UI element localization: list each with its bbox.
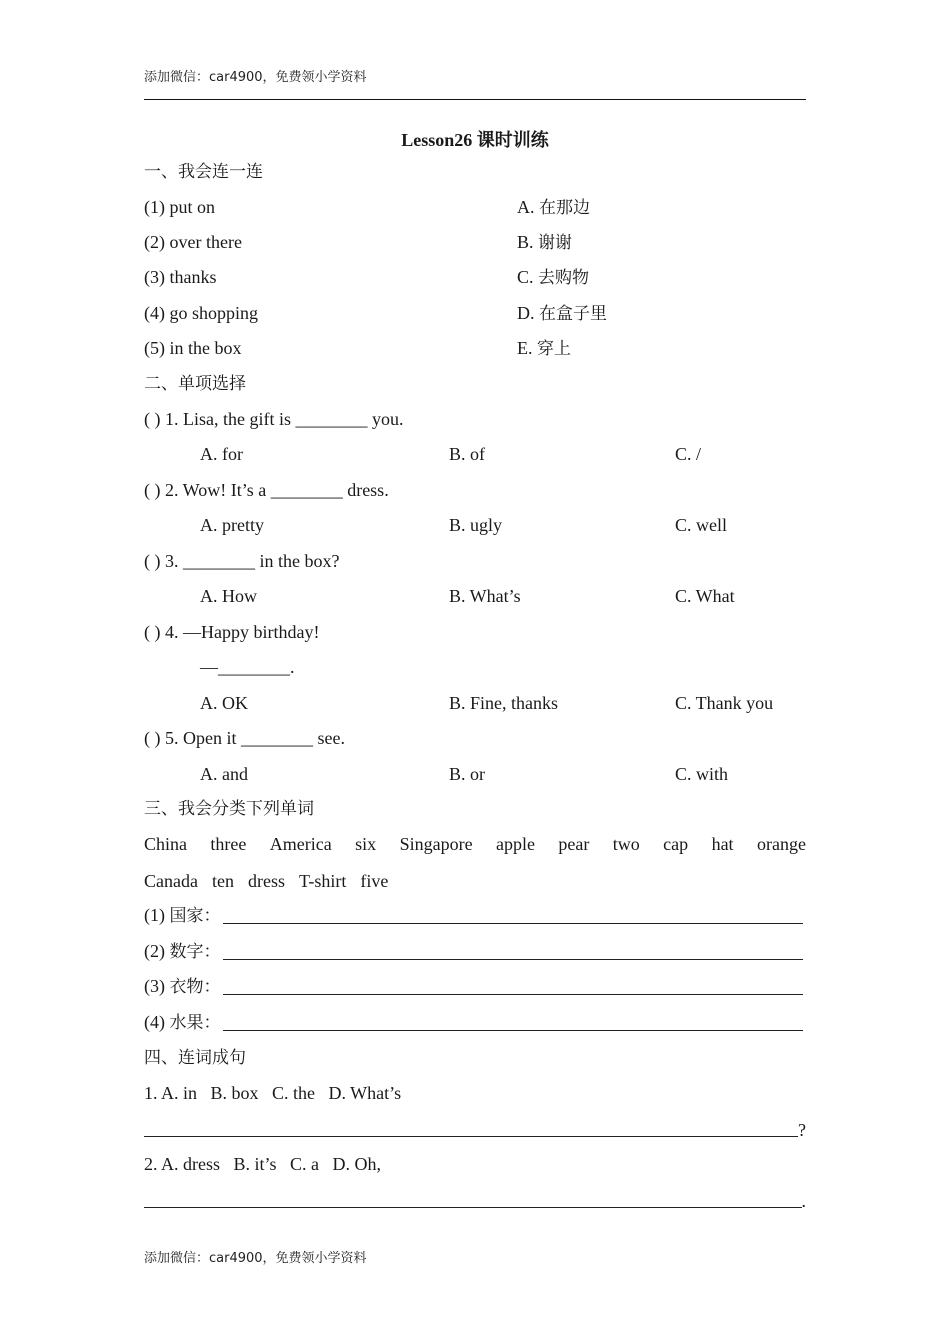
match-left-1: (1) put on xyxy=(144,197,215,217)
answer-blank[interactable] xyxy=(144,1207,802,1208)
question-1-option-c: C. / xyxy=(675,444,702,464)
sentence-2-words: 2. A. dress B. it’s C. a D. Oh, xyxy=(144,1154,382,1174)
word: cap xyxy=(663,834,689,854)
word: three xyxy=(210,834,247,854)
category-label: (2) 数字： xyxy=(144,941,221,962)
match-left-3: (3) thanks xyxy=(144,267,217,287)
question-3-option-a: A. How xyxy=(200,586,257,606)
page-header: 添加微信：car4900，免费领小学资料 xyxy=(144,70,367,85)
word: T-shirt xyxy=(298,871,347,891)
question-4-stem: ( ) 4. —Happy birthday! xyxy=(144,622,320,642)
question-3-option-b: B. What’s xyxy=(449,586,521,606)
word: two xyxy=(612,834,640,854)
question-2-option-a: A. pretty xyxy=(200,515,264,535)
match-right-4: D. 在盒子里 xyxy=(517,303,607,324)
word-bank-line-2 xyxy=(144,869,388,893)
question-4-option-a: A. OK xyxy=(200,693,248,713)
category-country xyxy=(144,904,806,928)
word: Canada xyxy=(144,871,198,891)
sentence-2-answer-line[interactable] xyxy=(144,1188,806,1212)
header-divider xyxy=(144,99,806,100)
sentence-2-end-mark: . xyxy=(801,1191,806,1211)
answer-blank[interactable] xyxy=(223,994,804,995)
page-title: Lesson26 课时训练 xyxy=(401,130,549,150)
word: five xyxy=(360,871,389,891)
word: Singapore xyxy=(399,834,473,854)
word: six xyxy=(355,834,377,854)
question-4-option-c: C. Thank you xyxy=(675,693,774,713)
word: ten xyxy=(211,871,234,891)
section2-heading: 二、单项选择 xyxy=(144,374,246,394)
match-right-5: E. 穿上 xyxy=(517,338,571,359)
match-right-3: C. 去购物 xyxy=(517,267,590,288)
match-right-1: A. 在那边 xyxy=(517,197,590,218)
section3-heading: 三、我会分类下列单词 xyxy=(144,799,314,819)
question-5-stem: ( ) 5. Open it ________ see. xyxy=(144,728,345,748)
word: orange xyxy=(756,834,806,854)
question-5-option-c: C. with xyxy=(675,764,729,784)
category-clothes xyxy=(144,975,806,999)
category-number xyxy=(144,940,806,964)
question-2-option-c: C. well xyxy=(675,515,727,535)
question-3-stem: ( ) 3. ________ in the box? xyxy=(144,551,340,571)
answer-blank[interactable] xyxy=(223,959,804,960)
word: dress xyxy=(247,871,285,891)
sentence-1-answer-line[interactable] xyxy=(144,1117,806,1141)
question-1-stem: ( ) 1. Lisa, the gift is ________ you. xyxy=(144,409,404,429)
answer-blank[interactable] xyxy=(223,1030,804,1031)
word: America xyxy=(269,834,332,854)
word: China xyxy=(144,834,187,854)
section4-heading: 四、连词成句 xyxy=(144,1048,246,1068)
category-label: (4) 水果： xyxy=(144,1012,221,1033)
question-1-option-a: A. for xyxy=(200,444,243,464)
question-1-option-b: B. of xyxy=(449,444,485,464)
sentence-1-words: 1. A. in B. box C. the D. What’s xyxy=(144,1083,402,1103)
match-right-2: B. 谢谢 xyxy=(517,232,573,253)
word-bank-line-1 xyxy=(144,832,806,856)
match-left-5: (5) in the box xyxy=(144,338,242,358)
answer-blank[interactable] xyxy=(223,923,804,924)
match-left-4: (4) go shopping xyxy=(144,303,258,323)
answer-blank[interactable] xyxy=(144,1136,798,1137)
category-label: (3) 衣物： xyxy=(144,976,221,997)
category-fruit xyxy=(144,1011,806,1035)
page-footer: 添加微信：car4900，免费领小学资料 xyxy=(144,1251,367,1266)
sentence-1-end-mark: ? xyxy=(798,1120,806,1140)
category-label: (1) 国家： xyxy=(144,905,221,926)
section1-heading: 一、我会连一连 xyxy=(144,162,263,182)
word: hat xyxy=(711,834,734,854)
question-5-option-a: A. and xyxy=(200,764,248,784)
word: pear xyxy=(558,834,590,854)
question-3-option-c: C. What xyxy=(675,586,735,606)
question-2-stem: ( ) 2. Wow! It’s a ________ dress. xyxy=(144,480,389,500)
match-left-2: (2) over there xyxy=(144,232,242,252)
question-4-option-b: B. Fine, thanks xyxy=(449,693,559,713)
question-2-option-b: B. ugly xyxy=(449,515,503,535)
word: apple xyxy=(495,834,535,854)
question-4-response: —________. xyxy=(200,657,295,677)
question-5-option-b: B. or xyxy=(449,764,485,784)
